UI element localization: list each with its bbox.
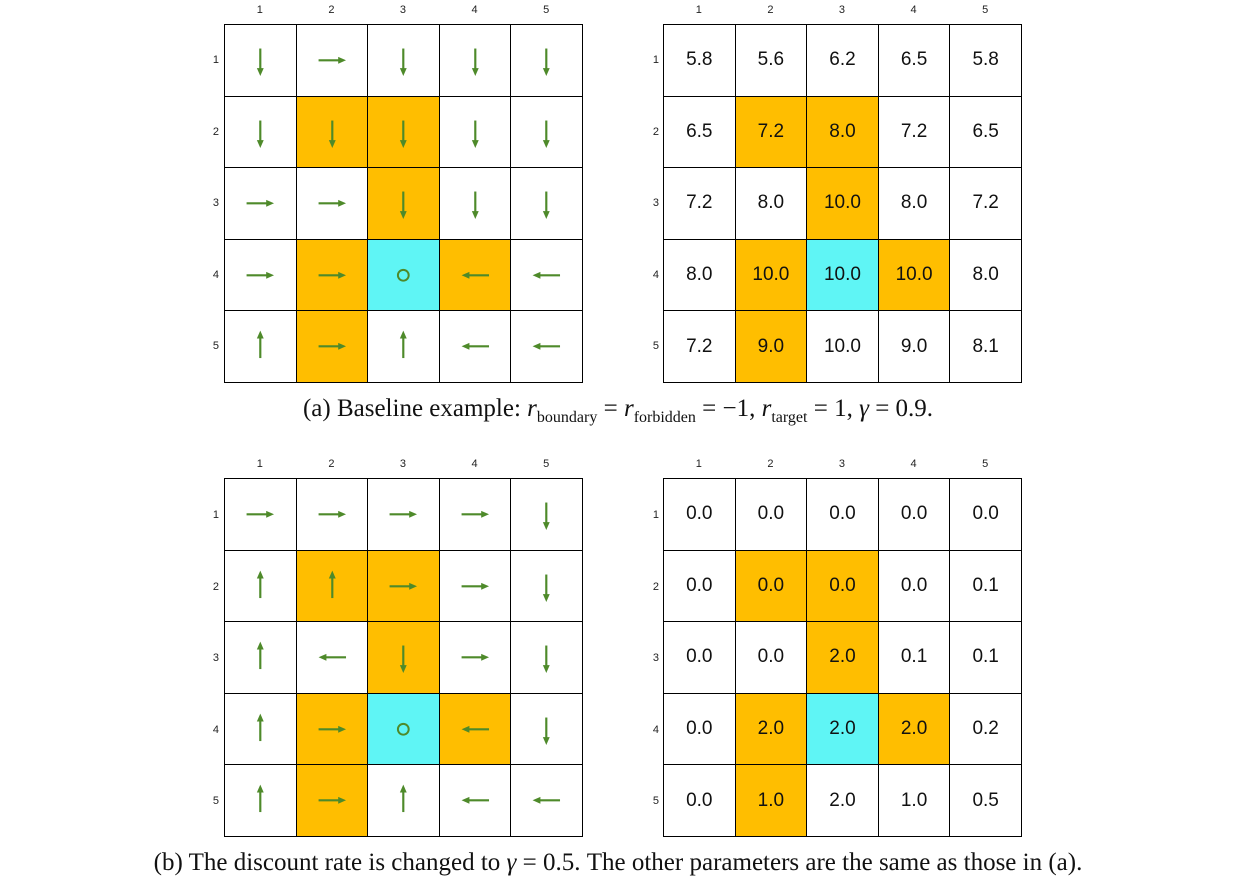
policy-cell (225, 25, 297, 97)
value-cell (950, 479, 1022, 551)
arrow-down-icon (368, 97, 439, 168)
caption-symbol: γ (506, 849, 517, 876)
value-cell (950, 694, 1022, 766)
state-value: 8.0 (972, 264, 999, 286)
value-cell (950, 551, 1022, 623)
arrow-right-icon (225, 240, 296, 311)
policy-cells-a (224, 24, 583, 383)
state-value: 0.0 (829, 574, 856, 596)
policy-cell (511, 622, 583, 694)
arrow-left-icon (511, 765, 582, 836)
value-cell (950, 25, 1022, 97)
arrow-down-icon (225, 25, 296, 96)
col-label: 5 (543, 458, 550, 470)
value-cell (736, 479, 808, 551)
arrow-down-icon (511, 622, 582, 693)
policy-cell (297, 765, 369, 837)
policy-cell (440, 240, 512, 312)
state-value: 10.0 (752, 264, 790, 286)
value-cell (807, 97, 879, 169)
value-cell (736, 168, 808, 240)
arrow-right-icon (297, 25, 368, 96)
state-value: 0.1 (972, 646, 999, 668)
caption-text: (b) The discount rate is changed to (153, 849, 507, 876)
row-label: 2 (652, 580, 659, 593)
state-value: 0.0 (686, 574, 713, 596)
caption-text: = 1, (807, 395, 860, 422)
policy-cell (225, 168, 297, 240)
arrow-down-icon (511, 97, 582, 168)
col-label: 4 (471, 4, 478, 16)
state-value: 8.0 (900, 192, 928, 214)
state-value: 2.0 (900, 718, 928, 740)
row-label: 1 (212, 509, 219, 521)
col-label: 4 (471, 458, 478, 470)
arrow-right-icon (297, 479, 368, 550)
caption-subscript: boundary (536, 409, 598, 426)
arrow-down-icon (511, 694, 582, 765)
col-label: 2 (328, 458, 335, 470)
circle-icon (368, 694, 439, 765)
row-label: 3 (212, 197, 219, 210)
arrow-left-icon (440, 694, 511, 765)
value-cell (950, 240, 1022, 312)
policy-cell (297, 479, 369, 551)
value-cell (736, 765, 808, 837)
policy-cell (368, 25, 440, 97)
caption-symbol: r (527, 395, 537, 422)
arrow-down-icon (511, 479, 582, 550)
policy-cell (225, 622, 297, 694)
value-cell (736, 694, 808, 766)
state-value: 9.0 (757, 335, 785, 357)
value-cell (664, 97, 736, 169)
policy-row-labels-b (205, 480, 219, 838)
arrow-up-icon (297, 551, 368, 622)
value-cell (879, 311, 951, 383)
state-value: 8.1 (972, 335, 999, 357)
value-cell (736, 97, 808, 169)
value-cell (879, 25, 951, 97)
value-cell (807, 622, 879, 694)
policy-cell (368, 694, 440, 766)
row-label: 1 (652, 54, 659, 66)
col-label: 5 (982, 458, 989, 470)
state-value: 5.8 (972, 49, 999, 71)
value-cell (950, 311, 1022, 383)
state-value: 5.8 (686, 49, 713, 71)
col-label: 1 (256, 4, 263, 16)
policy-cell (368, 551, 440, 623)
col-label: 3 (399, 458, 407, 470)
state-value: 1.0 (900, 789, 928, 811)
value-cell (879, 168, 951, 240)
col-label: 3 (838, 458, 846, 470)
policy-cell (440, 765, 512, 837)
policy-cell (440, 168, 512, 240)
state-value: 7.2 (900, 120, 928, 142)
state-value: 0.0 (686, 718, 713, 740)
state-value: 9.0 (900, 335, 928, 357)
value-cell (807, 479, 879, 551)
row-label: 3 (212, 652, 219, 665)
col-label: 1 (695, 4, 702, 16)
state-value: 0.0 (829, 503, 856, 525)
policy-cell (368, 240, 440, 312)
value-cell (664, 168, 736, 240)
policy-cell (225, 97, 297, 169)
value-cell (807, 25, 879, 97)
arrow-down-icon (511, 551, 582, 622)
arrow-right-icon (368, 479, 439, 550)
row-label: 1 (212, 54, 219, 66)
state-value: 8.0 (757, 192, 785, 214)
state-value: 0.0 (972, 503, 999, 525)
state-value: 0.0 (900, 503, 928, 525)
caption-subscript: forbidden (633, 409, 696, 426)
col-label: 5 (543, 4, 550, 16)
col-label: 3 (838, 4, 846, 16)
arrow-right-icon (297, 311, 368, 382)
arrow-left-icon (440, 765, 511, 836)
state-value: 0.0 (686, 789, 713, 811)
row-label: 5 (652, 795, 659, 808)
policy-cell (511, 311, 583, 383)
value-cell (950, 765, 1022, 837)
state-value: 0.0 (757, 646, 785, 668)
policy-cell (368, 622, 440, 694)
arrow-right-icon (440, 551, 511, 622)
arrow-down-icon (440, 97, 511, 168)
state-value: 6.2 (829, 49, 856, 71)
state-value: 0.5 (972, 789, 999, 811)
state-value: 0.0 (686, 646, 713, 668)
policy-cell (225, 765, 297, 837)
arrow-down-icon (511, 168, 582, 239)
value-cell (664, 479, 736, 551)
arrow-left-icon (440, 311, 511, 382)
value-cell (664, 311, 736, 383)
value-cell (664, 765, 736, 837)
value-cell (879, 694, 951, 766)
arrow-right-icon (297, 694, 368, 765)
state-value: 0.1 (972, 574, 999, 596)
policy-cell (511, 694, 583, 766)
state-value: 0.0 (900, 574, 928, 596)
policy-cell (368, 765, 440, 837)
arrow-up-icon (225, 765, 296, 836)
arrow-up-icon (225, 622, 296, 693)
row-label: 4 (212, 723, 219, 736)
arrow-right-icon (297, 765, 368, 836)
arrow-up-icon (368, 765, 439, 836)
value-cell (807, 168, 879, 240)
state-value: 8.0 (686, 264, 713, 286)
value-row-labels-b (645, 480, 659, 838)
caption-symbol: r (623, 395, 634, 422)
policy-cell (297, 694, 369, 766)
policy-cell (368, 168, 440, 240)
policy-cell (440, 551, 512, 623)
arrow-down-icon (511, 25, 582, 96)
row-label: 1 (652, 509, 659, 521)
policy-col-labels-b (224, 458, 582, 470)
state-value: 5.6 (757, 49, 785, 71)
col-label: 1 (256, 458, 263, 470)
policy-cell (511, 479, 583, 551)
col-label: 2 (767, 4, 774, 16)
row-label: 4 (652, 268, 659, 281)
state-value: 6.5 (900, 49, 928, 71)
value-cell (950, 622, 1022, 694)
row-label: 3 (652, 652, 659, 665)
caption-text: = (597, 395, 624, 422)
value-cell (807, 765, 879, 837)
col-label: 3 (399, 4, 407, 16)
value-cell (807, 240, 879, 312)
state-value: 10.0 (823, 192, 861, 214)
policy-cell (511, 25, 583, 97)
arrow-left-icon (511, 240, 582, 311)
policy-cell (225, 479, 297, 551)
arrow-down-icon (440, 25, 511, 96)
arrow-left-icon (511, 311, 582, 382)
state-value: 7.2 (686, 335, 713, 357)
caption-a (0, 395, 1236, 427)
value-cell (879, 551, 951, 623)
arrow-right-icon (297, 240, 368, 311)
policy-cell (297, 25, 369, 97)
value-cell (664, 622, 736, 694)
arrow-up-icon (368, 311, 439, 382)
state-value: 2.0 (829, 718, 856, 740)
policy-cell (297, 311, 369, 383)
col-label: 4 (910, 4, 917, 16)
arrow-left-icon (440, 240, 511, 311)
value-cell (950, 97, 1022, 169)
policy-cell (297, 622, 369, 694)
state-value: 2.0 (757, 718, 785, 740)
col-label: 2 (767, 458, 774, 470)
policy-cell (440, 311, 512, 383)
policy-cell (297, 240, 369, 312)
state-value: 0.0 (757, 503, 785, 525)
policy-cell (511, 168, 583, 240)
arrow-right-icon (440, 622, 511, 693)
value-cell (664, 694, 736, 766)
policy-cell (440, 25, 512, 97)
value-col-labels-a (663, 4, 1021, 16)
value-row-labels-a (645, 25, 659, 383)
arrow-down-icon (368, 622, 439, 693)
state-value: 7.2 (686, 192, 713, 214)
value-cell (879, 97, 951, 169)
policy-cell (440, 694, 512, 766)
policy-cell (297, 551, 369, 623)
caption-text: (a) Baseline example: (302, 395, 528, 422)
row-label: 4 (212, 268, 219, 281)
value-cell (664, 240, 736, 312)
policy-cell (225, 551, 297, 623)
caption-b (0, 849, 1236, 877)
state-value: 7.2 (972, 192, 999, 214)
state-value: 10.0 (895, 264, 933, 286)
value-cell (807, 694, 879, 766)
arrow-down-icon (225, 97, 296, 168)
row-label: 3 (652, 197, 659, 210)
caption-symbol: r (761, 395, 772, 422)
state-value: 0.0 (686, 503, 713, 525)
arrow-right-icon (225, 479, 296, 550)
policy-cell (225, 311, 297, 383)
policy-cell (440, 479, 512, 551)
policy-cell (297, 168, 369, 240)
caption-text: = 0.5. The other parameters are the same as those in (a). (516, 849, 1083, 876)
policy-cell (440, 97, 512, 169)
circle-icon (368, 240, 439, 311)
caption-text: = 0.9. (868, 395, 934, 422)
value-cell (950, 168, 1022, 240)
arrow-down-icon (368, 168, 439, 239)
caption-symbol: γ (859, 395, 869, 422)
value-cell (736, 311, 808, 383)
policy-cell (368, 479, 440, 551)
state-value: 10.0 (823, 335, 861, 357)
col-label: 5 (982, 4, 989, 16)
value-cell (879, 622, 951, 694)
col-label: 2 (328, 4, 335, 16)
panel-b (0, 453, 1236, 893)
policy-row-labels-a (205, 25, 219, 383)
value-cell (736, 551, 808, 623)
arrow-right-icon (440, 479, 511, 550)
arrow-down-icon (368, 25, 439, 96)
row-label: 5 (212, 795, 219, 808)
arrow-up-icon (225, 311, 296, 382)
policy-cell (225, 240, 297, 312)
policy-cell (511, 240, 583, 312)
row-label: 5 (652, 340, 659, 353)
policy-cell (297, 97, 369, 169)
state-value: 10.0 (823, 264, 861, 286)
state-value: 2.0 (829, 646, 856, 668)
value-cell (879, 479, 951, 551)
policy-cell (225, 694, 297, 766)
col-label: 4 (910, 458, 917, 470)
value-col-labels-b (663, 458, 1021, 470)
state-value: 7.2 (757, 120, 785, 142)
policy-col-labels-a (224, 4, 582, 16)
policy-cell (511, 551, 583, 623)
value-cell (664, 25, 736, 97)
caption-text: = −1, (695, 395, 762, 422)
value-cell (879, 765, 951, 837)
value-cell (664, 551, 736, 623)
row-label: 2 (652, 125, 659, 138)
arrow-right-icon (368, 551, 439, 622)
state-value: 1.0 (757, 789, 785, 811)
col-label: 1 (695, 458, 702, 470)
policy-cell (511, 97, 583, 169)
value-cell (807, 311, 879, 383)
value-cells-b (663, 478, 1022, 837)
arrow-down-icon (297, 97, 368, 168)
policy-cells-b (224, 478, 583, 837)
state-value: 6.5 (972, 120, 999, 142)
arrow-up-icon (225, 694, 296, 765)
caption-subscript: target (771, 409, 808, 426)
panel-a (0, 0, 1236, 440)
row-label: 5 (212, 340, 219, 353)
arrow-left-icon (297, 622, 368, 693)
arrow-down-icon (440, 168, 511, 239)
policy-cell (511, 765, 583, 837)
value-cell (879, 240, 951, 312)
value-cells-a (663, 24, 1022, 383)
value-cell (736, 240, 808, 312)
value-cell (736, 622, 808, 694)
state-value: 0.1 (900, 646, 928, 668)
arrow-up-icon (225, 551, 296, 622)
value-cell (736, 25, 808, 97)
policy-cell (368, 311, 440, 383)
row-label: 4 (652, 723, 659, 736)
state-value: 0.0 (757, 574, 785, 596)
arrow-right-icon (225, 168, 296, 239)
state-value: 2.0 (829, 789, 856, 811)
value-cell (807, 551, 879, 623)
policy-cell (368, 97, 440, 169)
policy-cell (440, 622, 512, 694)
row-label: 2 (212, 580, 219, 593)
state-value: 6.5 (686, 120, 713, 142)
state-value: 0.2 (972, 718, 999, 740)
state-value: 8.0 (829, 120, 856, 142)
arrow-right-icon (297, 168, 368, 239)
row-label: 2 (212, 125, 219, 138)
